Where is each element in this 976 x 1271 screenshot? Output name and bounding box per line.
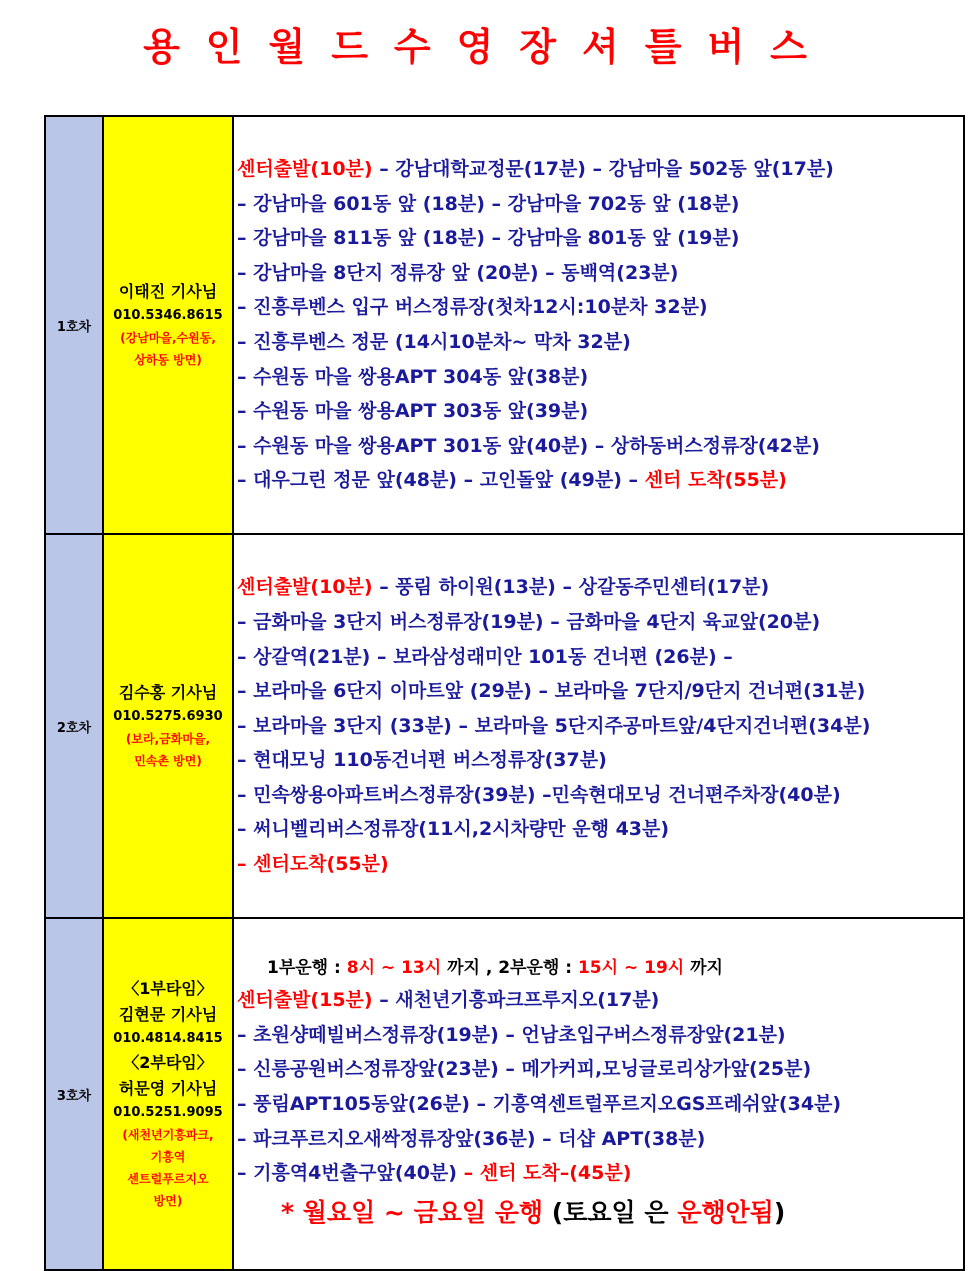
- route-3-lines: [237, 983, 963, 1191]
- route-stop-line: [237, 778, 963, 813]
- route-row-3: [45, 918, 964, 1270]
- text-segment: – 수원동 마을 쌍용APT 304동 앞(38분): [237, 365, 589, 388]
- service-area: (강남마을,수원동, 상하동 방면): [120, 331, 216, 367]
- route-stop-line: [237, 325, 963, 360]
- route-stop-line: [237, 640, 963, 675]
- route-stop-line: [237, 1156, 963, 1191]
- text-segment: – 센터도착(55분): [237, 853, 389, 876]
- text-segment: 센터출발(15분): [237, 989, 373, 1012]
- route-stop-line: [237, 394, 963, 429]
- text-segment: 센터출발(10분): [237, 158, 373, 181]
- route-stop-line: [237, 674, 963, 709]
- text-segment: – 신릉공원버스정류장앞(23분) – 메가커피,모닝글로리상가앞(25분): [237, 1058, 812, 1081]
- text-segment: 까지: [684, 958, 723, 979]
- route-stop-line: [237, 187, 963, 222]
- text-segment: – 파크푸르지오새싹정류장앞(36분) – 더샵 APT(38분): [237, 1127, 706, 1150]
- route-stop-line: [237, 256, 963, 291]
- stop-list: [233, 534, 964, 918]
- weekday-notice: [237, 1191, 963, 1235]
- text-segment: – 강남마을 601동 앞 (18분) – 강남마을 702동 앞 (18분): [237, 192, 740, 215]
- text-segment: – 센터 도착–(45분): [463, 1162, 632, 1185]
- stop-list: [233, 918, 964, 1270]
- bus-number: 2호차: [45, 534, 103, 918]
- text-segment: 1부운행 :: [267, 958, 347, 979]
- route-stop-line: [237, 1087, 963, 1122]
- route-stop-line: [237, 709, 963, 744]
- driver-cell: [103, 534, 233, 918]
- driver-phone: 010.5346.8615: [113, 308, 223, 323]
- text-segment: 8시 ~ 13시: [346, 958, 442, 979]
- text-segment: – 진흥루벤스 정문 (14시10분차~ 막차 32분): [237, 331, 631, 353]
- text-segment: 은: [635, 1197, 678, 1227]
- text-segment: – 금화마을 3단지 버스정류장(19분) – 금화마을 4단지 육교앞(20분): [237, 610, 821, 633]
- text-segment: 센터 도착(55분): [644, 469, 787, 492]
- route-stop-line: [237, 605, 963, 640]
- route-stop-line: [237, 429, 963, 464]
- text-segment: 센터출발(10분): [237, 576, 373, 599]
- text-segment: – 초원샹떼빌버스정류장(19분) – 언남초입구버스정류장앞(21분): [237, 1023, 786, 1046]
- route-stop-line: [237, 1122, 963, 1157]
- text-segment: 까지 , 2부운행 :: [441, 958, 578, 979]
- route-stop-line: [237, 1018, 963, 1053]
- text-segment: – 풍림APT105동앞(26분) – 기흥역센트럴푸르지오GS프레쉬앞(34분): [237, 1093, 842, 1115]
- text-segment: – 수원동 마을 쌍용APT 301동 앞(40분) – 상하동버스정류장(42분): [237, 434, 820, 457]
- text-segment: – 써니벨리버스정류장(11시,2시차량만 운행 43분): [237, 818, 670, 841]
- text-segment: – 강남대학교정문(17분) – 강남마을 502동 앞(17분): [372, 158, 834, 181]
- text-segment: * 월요일 ~ 금요일 운행: [281, 1197, 552, 1227]
- driver-name: 김현문 기사님: [118, 1005, 218, 1024]
- route-stop-line: [237, 221, 963, 256]
- driver-phone: 010.4814.8415: [113, 1031, 223, 1046]
- text-segment: – 상갈역(21분) – 보라삼성래미안 101동 건너편 (26분) –: [237, 645, 733, 668]
- shift-label-2: 〈2부타임〉: [123, 1053, 213, 1072]
- text-segment: – 강남마을 811동 앞 (18분) – 강남마을 801동 앞 (19분): [237, 227, 740, 250]
- route-stop-line: [237, 290, 963, 325]
- route-stop-line: [237, 1052, 963, 1087]
- text-segment: 운행안됨: [677, 1197, 774, 1227]
- route-stop-line: [237, 570, 963, 605]
- text-segment: – 보라마을 3단지 (33분) – 보라마을 5단지주공마트앞/4단지건너편(34분): [237, 714, 871, 737]
- shuttle-route-table: [44, 115, 965, 1271]
- page-title: 용인월드수영장셔틀버스: [143, 25, 833, 69]
- route-stop-line: [237, 743, 963, 778]
- text-segment: – 대우그린 정문 앞(48분) – 고인돌앞 (49분) –: [237, 469, 645, 492]
- driver-name: 김수홍 기사님: [118, 683, 218, 702]
- stop-list: [233, 116, 964, 534]
- text-segment: – 기흥역4번출구앞(40분): [237, 1162, 464, 1185]
- driver-name-2: 허문영 기사님: [118, 1079, 218, 1098]
- text-segment: 15시 ~ 19시: [577, 958, 685, 979]
- route-stop-line: [237, 360, 963, 395]
- text-segment: – 풍림 하이원(13분) – 상갈동주민센터(17분): [372, 576, 770, 599]
- driver-phone-2: 010.5251.9095: [113, 1105, 223, 1120]
- service-area: (새천년기흥파크, 기흥역 센트럴푸르지오 방면): [122, 1128, 214, 1208]
- route-stop-line: [237, 152, 963, 187]
- text-segment: – 수원동 마을 쌍용APT 303동 앞(39분): [237, 400, 589, 423]
- bus-number: 3호차: [45, 918, 103, 1270]
- driver-cell: [103, 116, 233, 534]
- driver-phone: 010.5275.6930: [113, 709, 223, 724]
- shift-label-1: 〈1부타임〉: [123, 979, 213, 998]
- route-row-1: [45, 116, 964, 534]
- driver-name: 이태진 기사님: [118, 282, 218, 301]
- text-segment: – 진흥루벤스 입구 버스정류장(첫차12시:10분차 32분): [237, 296, 708, 319]
- driver-cell: [103, 918, 233, 1270]
- route-stop-line: [237, 983, 963, 1018]
- bus-number: 1호차: [45, 116, 103, 534]
- text-segment: – 민속쌍용아파트버스정류장(39분) –민속현대모닝 건너편주차장(40분): [237, 783, 841, 806]
- text-segment: ): [773, 1197, 786, 1227]
- route-stop-line: [237, 463, 963, 498]
- text-segment: – 현대모닝 110동건너편 버스정류장(37분): [237, 749, 607, 772]
- text-segment: – 새천년기흥파크프루지오(17분): [372, 989, 660, 1012]
- operating-hours: [237, 953, 963, 983]
- text-segment: – 강남마을 8단지 정류장 앞 (20분) – 동백역(23분): [237, 261, 679, 284]
- service-area: (보라,금화마을, 민속촌 방면): [125, 732, 211, 768]
- text-segment: 토요일: [563, 1197, 636, 1227]
- route-row-2: [45, 534, 964, 918]
- route-stop-line: [237, 812, 963, 847]
- route-stop-line: [237, 847, 963, 882]
- text-segment: (: [551, 1197, 564, 1227]
- text-segment: – 보라마을 6단지 이마트앞 (29분) – 보라마을 7단지/9단지 건너편(31분): [237, 680, 866, 703]
